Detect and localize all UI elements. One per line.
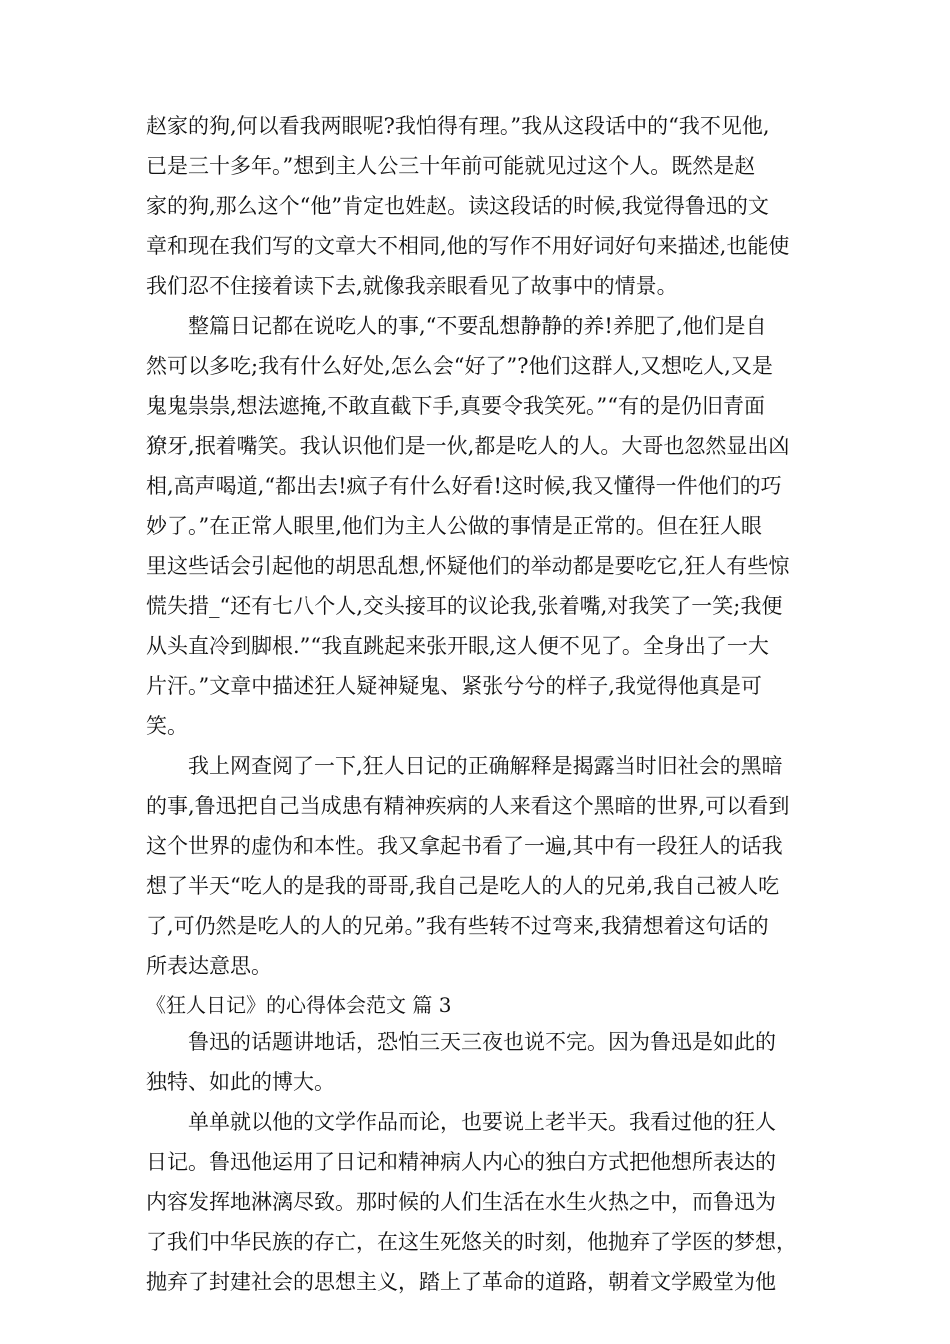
text-line: 单单就以他的文学作品而论，也要说上老半天。我看过他的狂人 <box>188 1110 776 1134</box>
text-line: 笑。 <box>146 714 188 738</box>
paragraph-3 <box>146 746 816 986</box>
text-line: 獠牙,抿着嘴笑。我认识他们是一伙,都是吃人的人。大哥也忽然显出凶 <box>146 434 790 458</box>
text-line: 想了半天“吃人的是我的哥哥,我自己是吃人的人的兄弟,我自己被人吃 <box>146 874 780 898</box>
text-line: 章和现在我们写的文章大不相同,他的写作不用好词好句来描述,也能使 <box>146 234 790 258</box>
text-line: 的事,鲁迅把自己当成患有精神疾病的人来看这个黑暗的世界,可以看到 <box>146 794 790 818</box>
text-line: 从头直冷到脚根.”“我直跳起来张开眼,这人便不见了。全身出了一大 <box>146 634 769 658</box>
text-line: 片汗。”文章中描述狂人疑神疑鬼、紧张兮兮的样子,我觉得他真是可 <box>146 674 762 698</box>
text-line: 已是三十多年。”想到主人公三十年前可能就见过这个人。既然是赵 <box>146 154 756 178</box>
text-line: 赵家的狗,何以看我两眼呢?我怕得有理。”我从这段话中的“我不见他, <box>146 114 770 138</box>
text-line: 整篇日记都在说吃人的事,“不要乱想静静的养!养肥了,他们是自 <box>188 314 767 338</box>
text-line: 相,高声喝道,“都出去!疯子有什么好看!这时候,我又懂得一件他们的巧 <box>146 474 782 498</box>
text-line: 家的狗,那么这个“他”肯定也姓赵。读这段话的时候,我觉得鲁迅的文 <box>146 194 769 218</box>
text-line: 我上网查阅了一下,狂人日记的正确解释是揭露当时旧社会的黑暗 <box>188 754 783 778</box>
text-line: 了,可仍然是吃人的人的兄弟。”我有些转不过弯来,我猜想着这句话的 <box>146 914 769 938</box>
paragraph-5 <box>146 1102 816 1302</box>
document-body <box>146 106 816 1302</box>
text-line: 内容发挥地淋漓尽致。那时候的人们生活在水生火热之中，而鲁迅为 <box>146 1190 776 1214</box>
paragraph-2 <box>146 306 816 746</box>
paragraph-1 <box>146 106 816 306</box>
text-line: 抛弃了封建社会的思想主义，踏上了革命的道路，朝着文学殿堂为他 <box>146 1270 776 1294</box>
text-line: 我们忍不住接着读下去,就像我亲眼看见了故事中的情景。 <box>146 274 678 298</box>
text-line: 了我们中华民族的存亡，在这生死悠关的时刻，他抛弃了学医的梦想， <box>146 1230 797 1254</box>
text-line: 然可以多吃;我有什么好处,怎么会“好了”?他们这群人,又想吃人,又是 <box>146 354 773 378</box>
text-line: 慌失措_“还有七八个人,交头接耳的议论我,张着嘴,对我笑了一笑;我便 <box>146 594 783 618</box>
text-line: 鬼鬼祟祟,想法遮掩,不敢直截下手,真要令我笑死。”“有的是仍旧青面 <box>146 394 765 418</box>
text-line: 所表达意思。 <box>146 954 272 978</box>
text-line: 鲁迅的话题讲地话，恐怕三天三夜也说不完。因为鲁迅是如此的 <box>188 1030 776 1054</box>
text-line: 里这些话会引起他的胡思乱想,怀疑他们的举动都是要吃它,狂人有些惊 <box>146 554 790 578</box>
text-line: 妙了。”在正常人眼里,他们为主人公做的事情是正常的。但在狂人眼 <box>146 514 762 538</box>
section-heading: 《狂人日记》的心得体会范文 篇 3 <box>146 993 452 1017</box>
text-line: 独特、如此的博大。 <box>146 1070 335 1094</box>
text-line: 日记。鲁迅他运用了日记和精神病人内心的独白方式把他想所表达的 <box>146 1150 776 1174</box>
paragraph-4 <box>146 1022 816 1102</box>
text-line: 这个世界的虚伪和本性。我又拿起书看了一遍,其中有一段狂人的话我 <box>146 834 783 858</box>
